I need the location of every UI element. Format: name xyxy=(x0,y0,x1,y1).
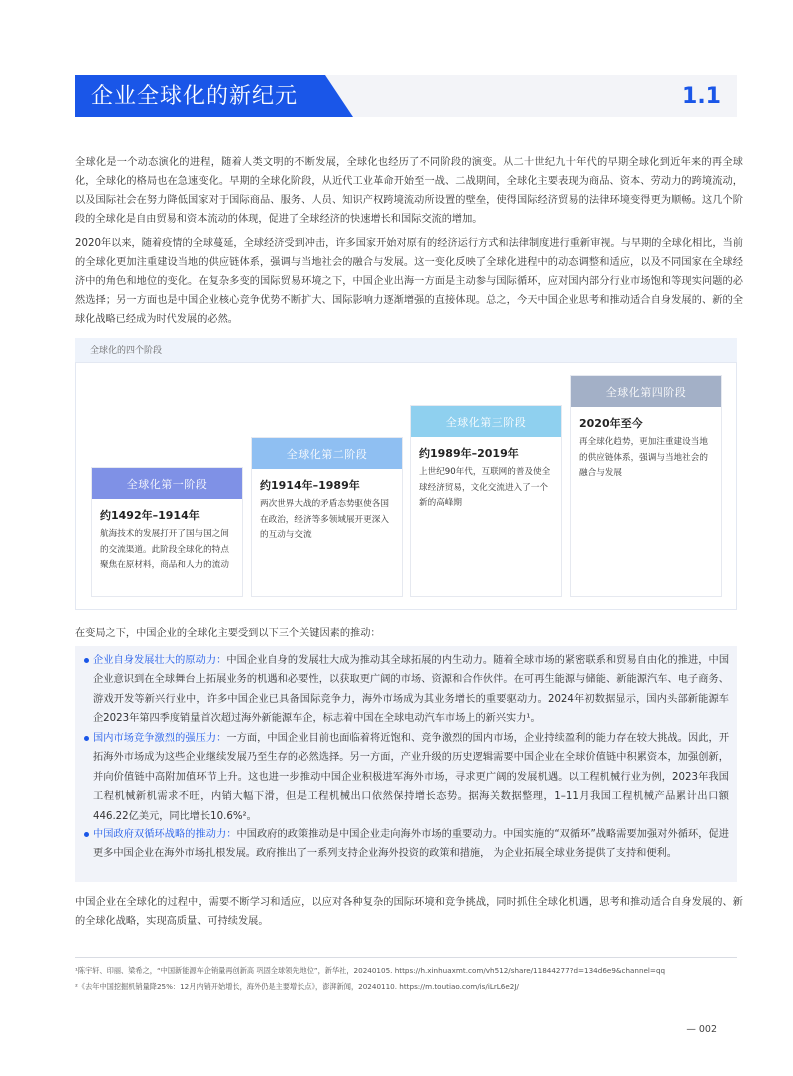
intro-paragraph: 全球化是一个动态演化的进程，随着人类文明的不断发展，全球化也经历了不同阶段的演变。从二十世纪九十年代的早期全球化到近年来的再全球化，全球化的格局也在急速变化。早期的全球化阶段，从近代工业革命开始至一战、二战期间，全球化主要表现为商品、资本、劳动力的跨境流动，以及国际社会在努力降低国家对于国际商品、服务、人员、知识产权跨境流动所设置的壁垒，使得国际经济贸易的法律环境变得更为顺畅。这几个阶段的全球化是自由贸易和资本流动的体现，促进了全球经济的快速增长和国际交流的增加。 xyxy=(75,157,743,225)
factor-item-1 xyxy=(93,651,729,729)
stage-name: 全球化第三阶段 xyxy=(411,406,561,437)
bullet-icon xyxy=(84,736,89,741)
stage-description: 航海技术的发展打开了国与国之间的交流渠道。此阶段全球化的特点聚焦在原材料，商品和人力的流动 xyxy=(100,529,229,570)
stage-period: 约1914年–1989年 xyxy=(260,479,360,492)
stage-period: 2020年至今 xyxy=(579,417,643,430)
stage-description: 再全球化趋势，更加注重建设当地的供应链体系，强调与当地社会的融合与发展 xyxy=(579,437,708,478)
stage-description: 上世纪90年代，互联网的普及使全球经济贸易，文化交流进入了一个新的高峰期 xyxy=(419,467,551,508)
bullet-icon xyxy=(84,832,89,837)
stage-name: 全球化第四阶段 xyxy=(571,376,721,407)
stage-card-3 xyxy=(410,405,562,597)
factor-label: 中国政府双循环战略的推动力： xyxy=(93,829,237,840)
factor-text: 中国企业自身的发展壮大成为推动其全球拓展的内生动力。随着全球市场的紧密联系和贸易自由化的推进，中国企业意识到在全球舞台上拓展业务的机遇和必要性，以获取更广阔的市场、资源和合作伙伴。在可再生能源与储能、新能源汽车、电子商务、游戏开发等新兴行业中，许多中国企业已具备国际竞争力，海外市场成为其业务增长的重要驱动力。2024年初数据显示，国内头部新能源车企2023年第四季度销量首次超过海外新能源车企，标志着中国在全球电动汽车市场上的新兴实力¹。 xyxy=(93,655,729,725)
factor-text: 中国政府的政策推动是中国企业走向海外市场的重要动力。中国实施的“双循环”战略需要加强对外循环，促进更多中国企业在海外市场扎根发展。政府推出了一系列支持企业海外投资的政策和措施， 为企业拓展全球业务提供了支持和便利。 xyxy=(93,829,729,860)
conclusion-paragraph: 中国企业在全球化的过程中，需要不断学习和适应，以应对各种复杂的国际环境和竞争挑战，同时抓住全球化机遇，思考和推动适合自身发展的、新的全球化战略，实现高质量、可持续发展。 xyxy=(75,897,743,927)
stage-card-4 xyxy=(570,375,722,597)
factors-lead: 在变局之下，中国企业的全球化主要受到以下三个关键因素的推动： xyxy=(75,628,381,639)
factor-item-3 xyxy=(93,825,729,864)
factor-text: 一方面，中国企业目前也面临着将近饱和、竞争激烈的国内市场，企业持续盈利的能力存在较大挑战。因此，开拓海外市场成为这些企业继续发展乃至生存的必然选择。另一方面，产业升级的历史逻辑需要中国企业在全球价值链中积累资本，加强创新，并向价值链中高附加值环节上升。这也进一步推动中国企业积极进军海外市场，寻求更广阔的发展机遇。以工程机械行业为例，2023年我国工程机械新机需求不旺，内销大幅下滑，但是工程机械出口依然保持增长态势。据海关数据整理，1–11月我国工程机械产品累计出口额446.22亿美元，同比增长10.6%²。 xyxy=(93,733,729,822)
stage-name: 全球化第二阶段 xyxy=(252,438,402,469)
footnote-1[interactable]: ¹陈宇轩、印丽、梁希之，“中国新能源车企销量再创新高 巩固全球领先地位”，新华社，20240105. https://h.xinhuaxmt.com/vh512/share/11844277?d=134d6e9&channel=qq xyxy=(75,966,666,975)
stage-card-1 xyxy=(91,467,243,597)
stage-period: 约1989年–2019年 xyxy=(419,447,519,460)
factor-item-2 xyxy=(93,729,729,826)
stage-period: 约1492年–1914年 xyxy=(100,509,200,522)
stage-description: 两次世界大战的矛盾态势驱使各国在政治，经济等多领域展开更深入的互动与交流 xyxy=(260,499,389,540)
page-number: — 002 xyxy=(686,1024,717,1035)
bullet-icon xyxy=(84,658,89,663)
context-paragraph: 2020年以来，随着疫情的全球蔓延，全球经济受到冲击，许多国家开始对原有的经济运行方式和法律制度进行重新审视。与早期的全球化相比，当前的全球化更加注重建设当地的供应链体系，强调与当地社会的融合与发展。这一变化反映了全球化进程中的动态调整和适应，以及不同国家在全球经济中的角色和地位的变化。在复杂多变的国际贸易环境之下，中国企业出海一方面是主动参与国际循环，应对国内部分行业市场饱和等现实问题的必然选择；另一方面也是中国企业核心竞争优势不断扩大、国际影响力逐渐增强的直接体现。总之，今天中国企业思考和推动适合自身发展的、新的全球化战略已经成为时代发展的必然。 xyxy=(75,238,743,325)
stage-name: 全球化第一阶段 xyxy=(92,468,242,499)
factor-label: 企业自身发展壮大的原动力： xyxy=(93,655,227,666)
section-title: 企业全球化的新纪元 xyxy=(91,84,299,109)
footnote-2[interactable]: ²《去年中国挖掘机销量降25%：12月内销开始增长，海外仍是主要增长点》，澎湃新闻，20240110. https://m.toutiao.com/is/iLrL6e2J/ xyxy=(75,982,519,991)
section-number: 1.1 xyxy=(682,84,721,109)
factor-label: 国内市场竞争激烈的强压力： xyxy=(93,733,227,744)
stages-title: 全球化的四个阶段 xyxy=(90,346,163,356)
footnote-divider xyxy=(75,957,737,958)
stage-card-2 xyxy=(251,437,403,597)
